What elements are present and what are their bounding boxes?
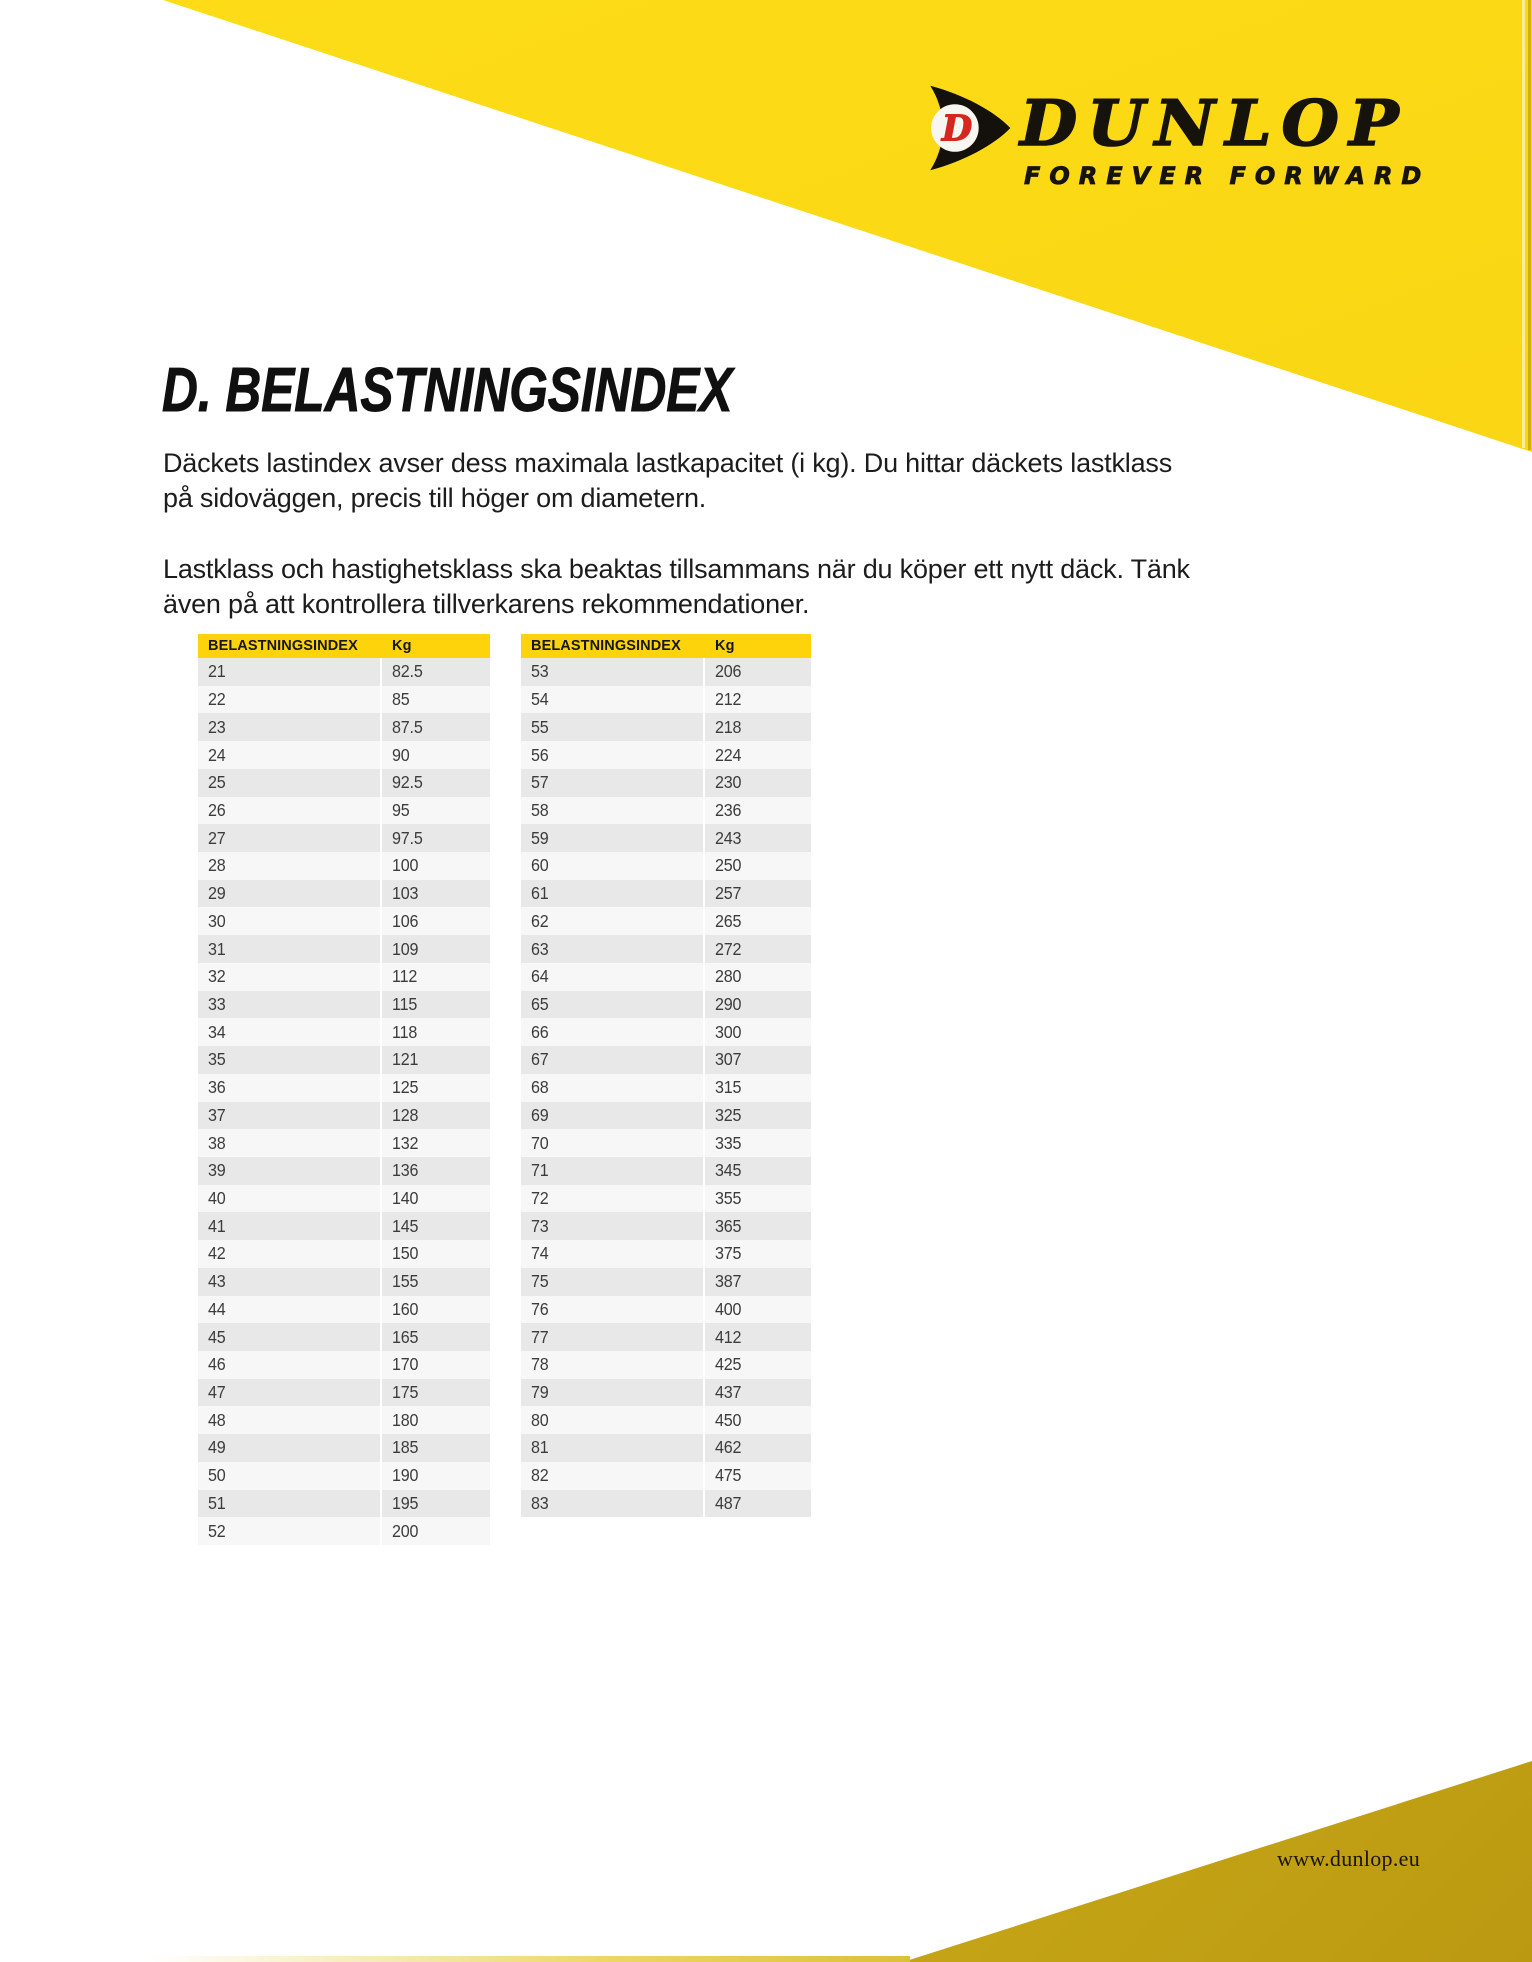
intro-line: Däckets lastindex avser dess maximala lastkapacitet (i kg). Du hittar däckets lastklass bbox=[163, 448, 1172, 478]
page-edge-shadow bbox=[1528, 0, 1531, 450]
kg-cell: 200 bbox=[382, 1517, 490, 1545]
index-cell: 70 bbox=[521, 1129, 703, 1157]
table-row bbox=[198, 741, 490, 769]
column-header: BELASTNINGSINDEX bbox=[208, 638, 358, 654]
kg-cell: 425 bbox=[705, 1351, 811, 1379]
index-cell: 47 bbox=[198, 1379, 380, 1407]
index-cell: 75 bbox=[521, 1268, 703, 1296]
table-row bbox=[198, 852, 490, 880]
kg-cell: 150 bbox=[382, 1240, 490, 1268]
kg-cell: 165 bbox=[382, 1323, 490, 1351]
table-header-row bbox=[521, 634, 811, 658]
index-cell: 74 bbox=[521, 1240, 703, 1268]
kg-cell: 103 bbox=[382, 880, 490, 908]
kg-cell: 100 bbox=[382, 852, 490, 880]
table-row bbox=[521, 1490, 811, 1518]
kg-cell: 97.5 bbox=[382, 824, 490, 852]
kg-cell: 236 bbox=[705, 797, 811, 825]
kg-cell: 365 bbox=[705, 1212, 811, 1240]
kg-cell: 121 bbox=[382, 1046, 490, 1074]
index-cell: 44 bbox=[198, 1296, 380, 1324]
kg-cell: 190 bbox=[382, 1462, 490, 1490]
table-row bbox=[198, 1102, 490, 1130]
table-header-row bbox=[198, 634, 490, 658]
kg-cell: 272 bbox=[705, 935, 811, 963]
logo-tagline: FOREVER FORWARD bbox=[1024, 162, 1431, 190]
kg-cell: 437 bbox=[705, 1379, 811, 1407]
page-title: D. BELASTNINGSINDEX bbox=[162, 356, 733, 425]
table-row bbox=[198, 880, 490, 908]
table-row bbox=[198, 713, 490, 741]
index-cell: 61 bbox=[521, 880, 703, 908]
table-row bbox=[198, 1379, 490, 1407]
table-row bbox=[521, 797, 811, 825]
kg-cell: 109 bbox=[382, 935, 490, 963]
table-row bbox=[198, 1157, 490, 1185]
index-cell: 41 bbox=[198, 1212, 380, 1240]
dunlop-logo bbox=[925, 84, 1455, 194]
kg-cell: 140 bbox=[382, 1185, 490, 1213]
table-row bbox=[198, 1351, 490, 1379]
logo-wordmark: DUNLOP bbox=[1020, 86, 1409, 161]
index-cell: 25 bbox=[198, 769, 380, 797]
kg-cell: 185 bbox=[382, 1434, 490, 1462]
kg-cell: 345 bbox=[705, 1157, 811, 1185]
kg-cell: 230 bbox=[705, 769, 811, 797]
kg-cell: 250 bbox=[705, 852, 811, 880]
intro-line: Lastklass och hastighetsklass ska beaktas tillsammans när du köper ett nytt däck. Tänk bbox=[163, 554, 1190, 584]
table-row bbox=[521, 1240, 811, 1268]
table-row bbox=[521, 880, 811, 908]
table-row bbox=[198, 658, 490, 686]
kg-cell: 325 bbox=[705, 1102, 811, 1130]
index-cell: 42 bbox=[198, 1240, 380, 1268]
index-cell: 22 bbox=[198, 686, 380, 714]
table-row bbox=[521, 1212, 811, 1240]
table-row bbox=[521, 1074, 811, 1102]
kg-cell: 115 bbox=[382, 991, 490, 1019]
table-row bbox=[521, 741, 811, 769]
kg-cell: 128 bbox=[382, 1102, 490, 1130]
kg-cell: 155 bbox=[382, 1268, 490, 1296]
intro-line: på sidoväggen, precis till höger om diametern. bbox=[163, 483, 707, 513]
table-row bbox=[521, 1129, 811, 1157]
index-cell: 37 bbox=[198, 1102, 380, 1130]
table-row bbox=[521, 1157, 811, 1185]
kg-cell: 315 bbox=[705, 1074, 811, 1102]
index-cell: 82 bbox=[521, 1462, 703, 1490]
table-row bbox=[521, 1406, 811, 1434]
footer-url[interactable]: www.dunlop.eu bbox=[1277, 1846, 1421, 1871]
index-cell: 81 bbox=[521, 1434, 703, 1462]
table-row bbox=[521, 1323, 811, 1351]
index-cell: 26 bbox=[198, 797, 380, 825]
kg-cell: 487 bbox=[705, 1490, 811, 1518]
kg-cell: 387 bbox=[705, 1268, 811, 1296]
kg-cell: 195 bbox=[382, 1490, 490, 1518]
index-cell: 79 bbox=[521, 1379, 703, 1407]
table-row bbox=[521, 935, 811, 963]
kg-cell: 335 bbox=[705, 1129, 811, 1157]
index-cell: 29 bbox=[198, 880, 380, 908]
table-row bbox=[521, 824, 811, 852]
index-cell: 36 bbox=[198, 1074, 380, 1102]
kg-cell: 180 bbox=[382, 1406, 490, 1434]
index-cell: 34 bbox=[198, 1018, 380, 1046]
index-cell: 66 bbox=[521, 1018, 703, 1046]
table-row bbox=[521, 1296, 811, 1324]
table-row bbox=[521, 1185, 811, 1213]
kg-cell: 90 bbox=[382, 741, 490, 769]
table-row bbox=[521, 907, 811, 935]
index-cell: 83 bbox=[521, 1490, 703, 1518]
intro-paragraph-2 bbox=[163, 552, 1393, 622]
column-header: Kg bbox=[715, 638, 735, 654]
table-row bbox=[521, 769, 811, 797]
kg-cell: 136 bbox=[382, 1157, 490, 1185]
table-row bbox=[198, 1434, 490, 1462]
kg-cell: 290 bbox=[705, 991, 811, 1019]
column-header: BELASTNINGSINDEX bbox=[531, 638, 681, 654]
intro-paragraph-1 bbox=[163, 446, 1393, 516]
kg-cell: 145 bbox=[382, 1212, 490, 1240]
table-row bbox=[198, 907, 490, 935]
table-row bbox=[521, 852, 811, 880]
index-cell: 30 bbox=[198, 907, 380, 935]
index-cell: 40 bbox=[198, 1185, 380, 1213]
kg-cell: 175 bbox=[382, 1379, 490, 1407]
table-row bbox=[198, 797, 490, 825]
kg-cell: 118 bbox=[382, 1018, 490, 1046]
index-cell: 35 bbox=[198, 1046, 380, 1074]
table-row bbox=[521, 658, 811, 686]
index-cell: 64 bbox=[521, 963, 703, 991]
table-row bbox=[198, 1185, 490, 1213]
table-row bbox=[198, 1074, 490, 1102]
kg-cell: 206 bbox=[705, 658, 811, 686]
table-row bbox=[198, 1212, 490, 1240]
index-cell: 27 bbox=[198, 824, 380, 852]
index-cell: 39 bbox=[198, 1157, 380, 1185]
table-row bbox=[521, 1462, 811, 1490]
table-row bbox=[198, 769, 490, 797]
index-cell: 63 bbox=[521, 935, 703, 963]
kg-cell: 160 bbox=[382, 1296, 490, 1324]
index-cell: 68 bbox=[521, 1074, 703, 1102]
table-row bbox=[198, 686, 490, 714]
index-cell: 55 bbox=[521, 713, 703, 741]
index-cell: 65 bbox=[521, 991, 703, 1019]
kg-cell: 132 bbox=[382, 1129, 490, 1157]
table-row bbox=[198, 1240, 490, 1268]
index-cell: 21 bbox=[198, 658, 380, 686]
kg-cell: 412 bbox=[705, 1323, 811, 1351]
index-cell: 60 bbox=[521, 852, 703, 880]
index-cell: 33 bbox=[198, 991, 380, 1019]
kg-cell: 243 bbox=[705, 824, 811, 852]
index-cell: 38 bbox=[198, 1129, 380, 1157]
table-row bbox=[521, 963, 811, 991]
index-cell: 54 bbox=[521, 686, 703, 714]
table-row bbox=[198, 935, 490, 963]
kg-cell: 92.5 bbox=[382, 769, 490, 797]
index-cell: 56 bbox=[521, 741, 703, 769]
table-row bbox=[521, 686, 811, 714]
table-row bbox=[521, 1046, 811, 1074]
table-row bbox=[198, 1462, 490, 1490]
index-cell: 72 bbox=[521, 1185, 703, 1213]
kg-cell: 112 bbox=[382, 963, 490, 991]
index-cell: 24 bbox=[198, 741, 380, 769]
table-row bbox=[198, 963, 490, 991]
kg-cell: 375 bbox=[705, 1240, 811, 1268]
table-row bbox=[198, 1129, 490, 1157]
load-index-table-1 bbox=[198, 634, 490, 1545]
table-row bbox=[198, 1296, 490, 1324]
dunlop-flying-d-icon bbox=[925, 84, 1013, 172]
kg-cell: 280 bbox=[705, 963, 811, 991]
index-cell: 31 bbox=[198, 935, 380, 963]
kg-cell: 475 bbox=[705, 1462, 811, 1490]
table-row bbox=[198, 1490, 490, 1518]
table-row bbox=[521, 1351, 811, 1379]
index-cell: 23 bbox=[198, 713, 380, 741]
index-cell: 32 bbox=[198, 963, 380, 991]
index-cell: 28 bbox=[198, 852, 380, 880]
index-cell: 46 bbox=[198, 1351, 380, 1379]
kg-cell: 85 bbox=[382, 686, 490, 714]
index-cell: 49 bbox=[198, 1434, 380, 1462]
table-row bbox=[521, 1102, 811, 1130]
intro-line: även på att kontrollera tillverkarens rekommendationer. bbox=[163, 589, 810, 619]
index-cell: 52 bbox=[198, 1517, 380, 1545]
bottom-yellow-sliver bbox=[150, 1956, 910, 1962]
index-cell: 80 bbox=[521, 1406, 703, 1434]
table-row bbox=[521, 1379, 811, 1407]
table-row bbox=[521, 1268, 811, 1296]
kg-cell: 82.5 bbox=[382, 658, 490, 686]
index-cell: 50 bbox=[198, 1462, 380, 1490]
index-cell: 59 bbox=[521, 824, 703, 852]
index-cell: 69 bbox=[521, 1102, 703, 1130]
index-cell: 53 bbox=[521, 658, 703, 686]
kg-cell: 87.5 bbox=[382, 713, 490, 741]
kg-cell: 462 bbox=[705, 1434, 811, 1462]
column-header: Kg bbox=[392, 638, 412, 654]
table-row bbox=[521, 991, 811, 1019]
table-row bbox=[198, 1517, 490, 1545]
flying-d-letter: D bbox=[941, 108, 973, 150]
index-cell: 43 bbox=[198, 1268, 380, 1296]
table-row bbox=[198, 1018, 490, 1046]
table-row bbox=[198, 1046, 490, 1074]
index-cell: 71 bbox=[521, 1157, 703, 1185]
table-row bbox=[198, 1406, 490, 1434]
kg-cell: 170 bbox=[382, 1351, 490, 1379]
index-cell: 77 bbox=[521, 1323, 703, 1351]
index-cell: 57 bbox=[521, 769, 703, 797]
kg-cell: 212 bbox=[705, 686, 811, 714]
table-row bbox=[198, 991, 490, 1019]
load-index-table-2 bbox=[521, 634, 811, 1517]
index-cell: 58 bbox=[521, 797, 703, 825]
kg-cell: 125 bbox=[382, 1074, 490, 1102]
table-row bbox=[198, 824, 490, 852]
table-row bbox=[521, 1018, 811, 1046]
index-cell: 67 bbox=[521, 1046, 703, 1074]
index-cell: 76 bbox=[521, 1296, 703, 1324]
index-cell: 62 bbox=[521, 907, 703, 935]
table-row bbox=[198, 1323, 490, 1351]
kg-cell: 95 bbox=[382, 797, 490, 825]
kg-cell: 257 bbox=[705, 880, 811, 908]
table-row bbox=[521, 1434, 811, 1462]
table-row bbox=[198, 1268, 490, 1296]
index-cell: 73 bbox=[521, 1212, 703, 1240]
table-row bbox=[521, 713, 811, 741]
kg-cell: 307 bbox=[705, 1046, 811, 1074]
kg-cell: 265 bbox=[705, 907, 811, 935]
kg-cell: 400 bbox=[705, 1296, 811, 1324]
kg-cell: 218 bbox=[705, 713, 811, 741]
index-cell: 45 bbox=[198, 1323, 380, 1351]
kg-cell: 300 bbox=[705, 1018, 811, 1046]
index-cell: 51 bbox=[198, 1490, 380, 1518]
kg-cell: 224 bbox=[705, 741, 811, 769]
page-edge-highlight bbox=[1522, 0, 1525, 448]
kg-cell: 355 bbox=[705, 1185, 811, 1213]
index-cell: 48 bbox=[198, 1406, 380, 1434]
kg-cell: 106 bbox=[382, 907, 490, 935]
index-cell: 78 bbox=[521, 1351, 703, 1379]
kg-cell: 450 bbox=[705, 1406, 811, 1434]
